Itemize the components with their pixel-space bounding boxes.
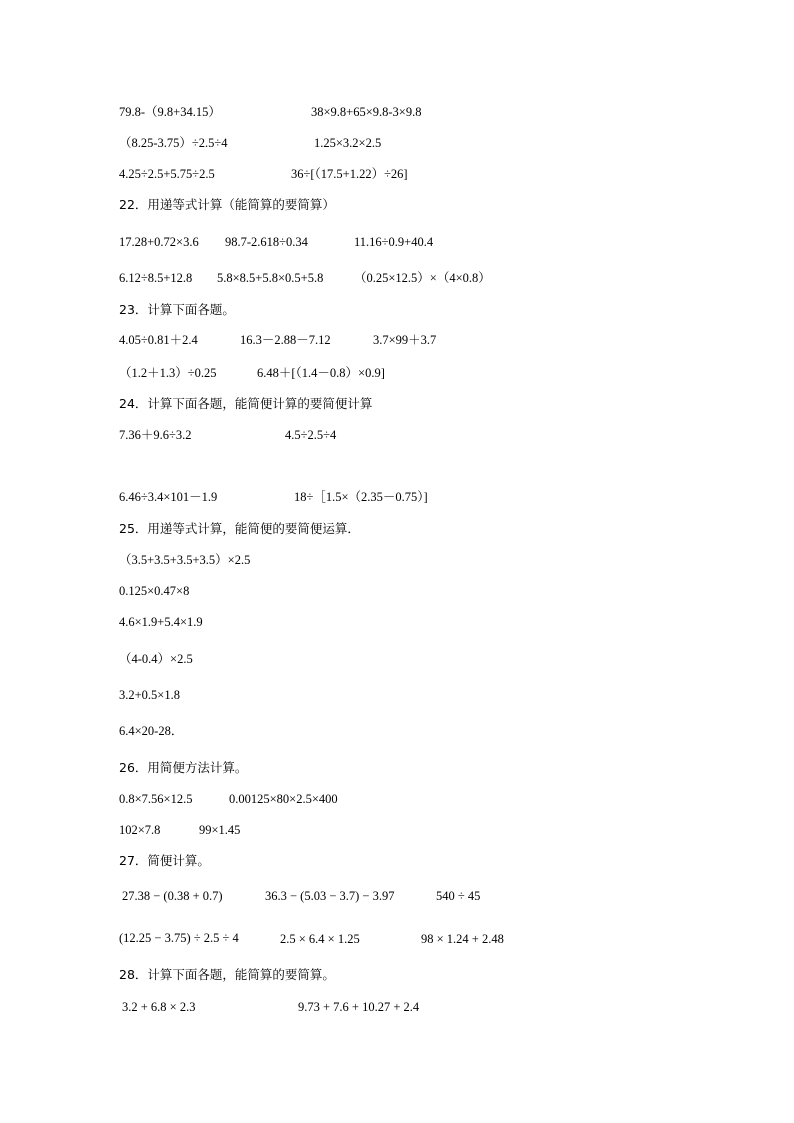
problem-item: 27.38 − (0.38 + 0.7) <box>122 889 223 903</box>
problem-item: 38×9.8+65×9.8-3×9.8 <box>311 105 422 119</box>
problem-item: （1.2＋1.3）÷0.25 <box>119 366 217 380</box>
section-heading-25: 25．用递等式计算，能简便的要简便运算． <box>119 521 360 536</box>
section-heading-23: 23．计算下面各题。 <box>119 302 235 317</box>
problem-item: 4.6×1.9+5.4×1.9 <box>119 615 203 629</box>
problem-item: （3.5+3.5+3.5+3.5）×2.5 <box>119 553 251 567</box>
problem-item: 17.28+0.72×3.6 <box>119 235 199 249</box>
problem-item: 3.7×99＋3.7 <box>373 333 437 347</box>
problem-item: 99×1.45 <box>199 823 241 837</box>
problem-item: 36÷[（17.5+1.22）÷26] <box>291 167 408 181</box>
problem-item: 7.36＋9.6÷3.2 <box>119 428 192 442</box>
problem-item: 6.48＋[（1.4－0.8）×0.9] <box>257 366 385 380</box>
problem-item: 16.3－2.88－7.12 <box>240 333 331 347</box>
problem-item: 11.16÷0.9+40.4 <box>354 235 434 249</box>
problem-item: 9.73 + 7.6 + 10.27 + 2.4 <box>298 1000 420 1014</box>
section-heading-26: 26．用简便方法计算。 <box>119 760 248 775</box>
problem-item: （8.25-3.75）÷2.5÷4 <box>119 136 228 150</box>
problem-item: 0.8×7.56×12.5 <box>119 792 193 806</box>
problem-item: 98.7-2.618÷0.34 <box>225 235 308 249</box>
problem-item: （4-0.4）×2.5 <box>119 652 193 666</box>
problem-item: 0.00125×80×2.5×400 <box>229 792 338 806</box>
problem-item: 3.2+0.5×1.8 <box>119 688 180 702</box>
section-heading-22: 22．用递等式计算（能简算的要简算） <box>119 197 335 212</box>
section-heading-24: 24．计算下面各题，能简便计算的要简便计算 <box>119 396 373 411</box>
problem-item: 18÷［1.5×（2.35－0.75）] <box>294 490 428 504</box>
problem-item: 6.4×20-28． <box>119 724 184 738</box>
problem-item: 2.5 × 6.4 × 1.25 <box>280 932 360 946</box>
problem-item: 4.5÷2.5÷4 <box>285 428 337 442</box>
problem-item: 3.2 + 6.8 × 2.3 <box>122 1000 196 1014</box>
problem-item: 79.8-（9.8+34.15） <box>119 105 221 119</box>
problem-item: 5.8×8.5+5.8×0.5+5.8 <box>217 271 324 285</box>
problem-item: 540 ÷ 45 <box>436 889 481 903</box>
problem-item: 0.125×0.47×8 <box>119 584 190 598</box>
problem-item: 4.05÷0.81＋2.4 <box>119 333 198 347</box>
problem-item: 36.3 − (5.03 − 3.7) − 3.97 <box>265 889 395 903</box>
section-heading-27: 27．简便计算。 <box>119 853 210 868</box>
problem-item: （0.25×12.5）×（4×0.8） <box>354 271 491 285</box>
problem-item: 6.46÷3.4×101－1.9 <box>119 490 218 504</box>
problem-item: 102×7.8 <box>119 823 161 837</box>
problem-item: 98 × 1.24 + 2.48 <box>421 932 504 946</box>
problem-item: 1.25×3.2×2.5 <box>314 136 382 150</box>
section-heading-28: 28．计算下面各题，能简算的要简算。 <box>119 967 335 982</box>
problem-item: 4.25÷2.5+5.75÷2.5 <box>119 167 215 181</box>
problem-item: 6.12÷8.5+12.8 <box>119 271 193 285</box>
problem-item: (12.25 − 3.75) ÷ 2.5 ÷ 4 <box>119 931 239 945</box>
